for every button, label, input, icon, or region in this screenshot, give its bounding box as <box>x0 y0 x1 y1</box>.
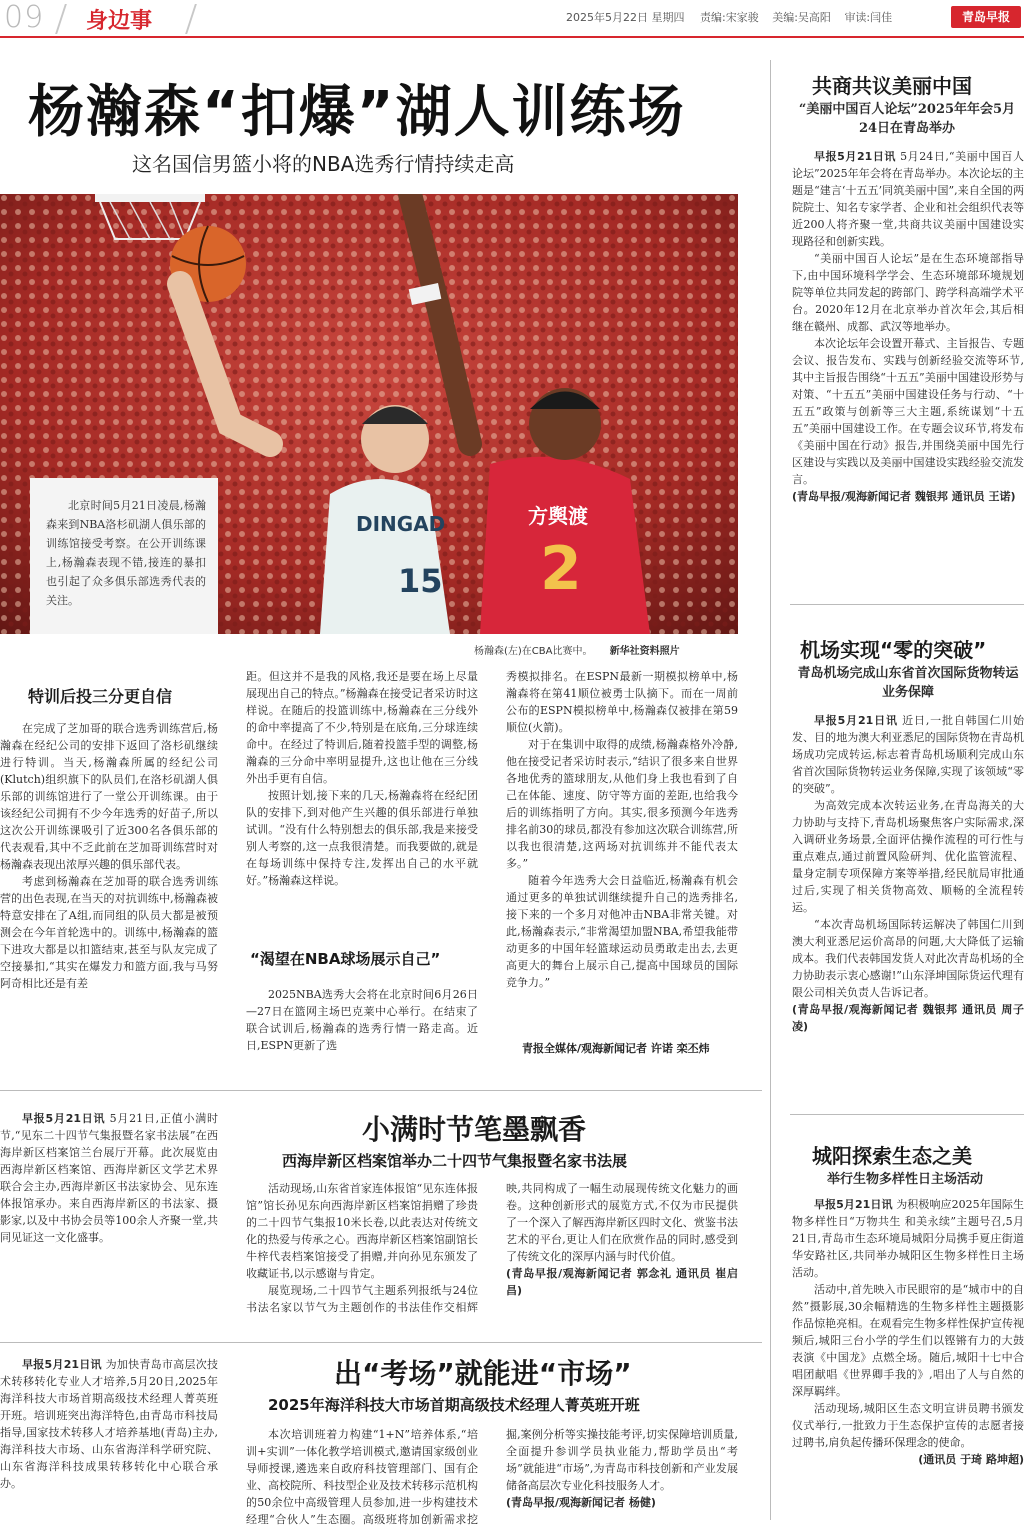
side1-bottom-rule <box>790 604 1024 605</box>
story3-para-1: 为加快青岛市高层次技术转移转化专业人才培养,5月20日,2025年海洋科技大市场首期高级技术经理人菁英班开班。培训班突出海洋特色,由青岛市科技局指导,国家技术转移人才培养基地(青岛)主办,海洋科技大市场、山东省海洋科学研究院、山东省海洋科技成果转移转化中心联合承办。 <box>0 1358 218 1490</box>
lead-col2-para-2: 按照计划,接下来的几天,杨瀚森将在经纪团队的安排下,到对他产生兴趣的俱乐部进行单独试训。“没有什么特别想去的俱乐部,我是来接受别人考察的,这一点我很清楚。而我要做的,就是在每场训练中保持专注,发挥出自己的水平就好。”杨瀚森这样说。 <box>246 789 478 887</box>
story2-credit: (青岛早报/观海新闻记者 郭念礼 通讯员 崔启昌) <box>506 1267 738 1297</box>
story2-kicker: 早报5月21日讯 <box>22 1112 106 1125</box>
story2-para-3: 展览现场,二十四节气主题系列报纸与24位书法名家以节气为主题创作的书法佳作交相辉映,共同构成了一幅生动展现传统文化魅力的画卷。这种创新形式的展览方式,不仅为市民提供了一个深入了解西海岸新区四时文化、赏鉴书法艺术的平台,更让人们在欣赏作品的同时,感受到了传统文化的深厚内涵与时代价值。 <box>246 1182 738 1314</box>
story2-subheadline: 西海岸新区档案馆举办二十四节气集报暨名家书法展 <box>282 1152 628 1170</box>
side2-kicker: 早报5月21日讯 <box>814 714 898 727</box>
side1-kicker: 早报5月21日讯 <box>814 150 897 163</box>
jersey-a-text: DINGAD <box>356 512 446 536</box>
lead-headline: 杨瀚森“扣爆”湖人训练场 <box>28 80 686 145</box>
side3-credit: (通讯员 于琦 路坤超) <box>918 1453 1024 1466</box>
editor: 责编:宋家骏 <box>700 11 759 24</box>
story3-column-1 <box>0 1356 218 1530</box>
side3-subheadline <box>792 1170 1018 1189</box>
lead-subhead-1: 特训后投三分更自信 <box>28 687 173 706</box>
issue-date: 2025年5月22日 星期四 <box>566 11 685 24</box>
section-name: 身边事 <box>86 9 153 34</box>
side1-subheadline <box>792 100 1022 138</box>
side3-subtitle-text: 举行生物多样性日主场活动 <box>826 1172 983 1187</box>
side3-para-1: 为积极响应2025年国际生物多样性日“万物共生 和美永续”主题号召,5月21日,青岛市生态环境局城阳分局携手夏庄街道华安路社区,共同举办城阳区生物多样性日主场活动。 <box>792 1198 1024 1279</box>
lead-col2-para-3: 2025NBA选秀大会将在北京时间6月26日—27日在篮网主场巴克莱中心举行。在结束了联合试训后,杨瀚森的选秀行情一路走高。近日,ESPN更新了选 <box>246 988 478 1052</box>
story2-top-rule <box>0 1090 762 1091</box>
designer: 美编:吴高阳 <box>772 11 831 24</box>
side1-headline: 共商共议美丽中国 <box>812 74 972 98</box>
side1-credit: (青岛早报/观海新闻记者 魏银邦 通讯员 王诺) <box>792 490 1016 503</box>
side2-para-3: “本次青岛机场国际转运解决了韩国仁川到澳大利亚悉尼运价高昂的问题,大大降低了运输成本。我们代表韩国发货人对此次青岛机场的全力协助表示衷心感谢!”山东泽坤国际货运代理有限公司相关负责人告诉记者。 <box>792 918 1024 999</box>
story2-headline: 小满时节笔墨飘香 <box>362 1113 587 1146</box>
side3-headline: 城阳探索生态之美 <box>812 1144 972 1168</box>
side2-para-2: 为高效完成本次转运业务,在青岛海关的大力协助与支持下,青岛机场聚焦客户实际需求,深入调研业务场景,全面评估操作流程的可行性与重点难点,通过前置风险研判、优化监管流程、量身定制专项保障方案等举措,经民航局审批通过后,实现了相关货物高效、顺畅的全流程转运。 <box>792 799 1024 914</box>
side2-bottom-rule <box>790 1114 1024 1115</box>
jersey-a-number: 15 <box>398 562 443 600</box>
lead-col1-para-1: 在完成了芝加哥的联合选秀训练营后,杨瀚森在经纪公司的安排下返回了洛杉矶继续进行特训。当天,杨瀚森所属的经纪公司(Klutch)组织旗下的队员们,在洛杉矶湖人俱乐部的训练馆进行了一堂公开训练课。由于该经纪公司拥有不少今年选秀的好苗子,所以这次公开训练课吸引了近300名各俱乐部的代表观看,其中不乏此前在芝加哥训练营时对杨瀚森表现出浓厚兴趣的俱乐部代表。 <box>0 722 218 871</box>
story2-para-1: 5月21日,正值小满时节,“见东二十四节气集报暨名家书法展”在西海岸新区档案馆兰台展厅开幕。此次展览由西海岸新区档案馆、西海岸新区文学艺术界联合会主办,西海岸新区书法家协会、见东连体报馆承办。来自西海岸新区的书法家、摄影家,以及中书协会员等100余人齐聚一堂,共同见证这一文化盛事。 <box>0 1112 218 1244</box>
lead-col1-para-2: 考虑到杨瀚森在芝加哥的联合选秀训练营的出色表现,在当天的对抗训练中,杨瀚森被特意安排在了A组,而同组的队员大都是被预测会在今年首轮选中的。训练中,杨瀚森的篮下进攻大都是以扣篮结束,甚至与队友完成了空接暴扣,“其实在爆发力和篮方面,我与马努阿奇相比还是有差 <box>0 875 218 990</box>
side1-para-1: 5月24日,“美丽中国百人论坛”2025年年会将在青岛举办。本次论坛的主题是“建言‘十五五’同筑美丽中国”,来自全国的两院院士、知名专家学者、企业和社会组织代表等近200人将齐聚一堂,共商共议美丽中国建设实现路径和创新实践。 <box>792 150 1024 248</box>
lead-col3-para-2: 对于在集训中取得的成绩,杨瀚森格外冷静,他在接受记者采访时表示,“结识了很多来自世界各地优秀的篮球朋友,从他们身上我也看到了自己在体能、速度、防守等方面的差距,也给我今后的训练指明了方向。其实,很多预测今年选秀排名前30的球员,都没有参加这次联合训练营,所以我也很清楚,这两场对抗训练并不能代表太多。” <box>506 738 738 870</box>
story3-subheadline: 2025年海洋科技大市场首期高级技术经理人菁英班开班 <box>268 1396 640 1414</box>
lead-subheadline: 这名国信男篮小将的NBA选秀行情持续走高 <box>132 152 515 176</box>
story2-column-1 <box>0 1110 218 1322</box>
side1-para-2: “美丽中国百人论坛”是在生态环境部指导下,由中国环境科学学会、生态环境部环境规划院等单位共同发起的跨部门、跨学科高端学术平台。2020年12月在北京举办首次年会,其后相继在赣州、成都、武汉等地举办。 <box>792 252 1024 333</box>
lead-col3-para-1: 秀模拟排名。在ESPN最新一期模拟榜单中,杨瀚森将在第41顺位被勇士队摘下。而在一周前公布的ESPN模拟榜单中,杨瀚森仅被排在第59顺位(火箭)。 <box>506 670 738 734</box>
photo-caption <box>474 642 680 657</box>
lead-photo <box>0 194 738 634</box>
side2-headline: 机场实现“零的突破” <box>800 638 987 662</box>
lead-subhead-2: “渴望在NBA球场展示自己” <box>250 950 441 968</box>
side2-credit: (青岛早报/观海新闻记者 魏银邦 通讯员 周子凌) <box>792 1003 1024 1033</box>
jersey-b-text: 方舆渡 <box>528 504 588 528</box>
story3-headline: 出“考场”就能进“市场” <box>334 1357 632 1390</box>
side1-subtitle-text: “美丽中国百人论坛”2025年年会5月24日在青岛举办 <box>798 102 1016 136</box>
lead-column-2-bottom <box>246 986 478 1058</box>
side2-para-1: 近日,一批自韩国仁川始发、目的地为澳大利亚悉尼的国际货物在青岛机场成功完成转运,标志着青岛机场顺利完成山东省首次国际货物转运业务保障,实现了该领域“零的突破”。 <box>792 714 1024 795</box>
story2-columns-rest <box>246 1180 738 1335</box>
side3-kicker: 早报5月21日讯 <box>814 1198 893 1211</box>
side3-body <box>792 1196 1024 1529</box>
header-meta <box>566 9 892 25</box>
side2-subtitle-text: 青岛机场完成山东省首次国际货物转运业务保障 <box>797 666 1019 700</box>
photo-caption-text: 杨瀚森(左)在CBA比赛中。 <box>474 646 593 657</box>
lead-column-3 <box>506 668 738 1038</box>
side1-body <box>792 148 1024 590</box>
story3-kicker: 早报5月21日讯 <box>22 1358 102 1371</box>
lead-column-1 <box>0 720 218 1060</box>
sidebar-divider <box>770 60 771 1520</box>
story2-para-2: 活动现场,山东省首家连体报馆“见东连体报馆”馆长孙见东向西海岸新区档案馆捐赠了珍贵的二十四节气集报10米长卷,以此表达对传统文化的热爱与传承之心。西海岸新区档案馆副馆长牛梓代表档案馆接受了捐赠,并向孙见东颁发了收藏证书,以示感谢与肯定。 <box>246 1182 478 1280</box>
side2-subheadline <box>792 664 1024 702</box>
brand-logo <box>951 6 1021 28</box>
lead-column-2 <box>246 668 478 933</box>
side1-para-3: 本次论坛年会设置开幕式、主旨报告、专题会议、报告发布、实践与创新经验交流等环节,其中主旨报告围绕“十五五”美丽中国建设形势与对策、“十五五”美丽中国建设任务与行动、“十五五”政策与创新等三大主题,系统谋划“十五五”美丽中国建设工作。在专题会议环节,将发布《美丽中国在行动》报告,并围绕美丽中国先行区建设与实践以及美丽中国建设实践经验交流发言。 <box>792 337 1024 486</box>
page-header <box>0 0 1024 40</box>
photo-credit: 新华社资料照片 <box>609 646 680 657</box>
side3-para-2: 活动中,首先映入市民眼帘的是“城市中的自然”摄影展,30余幅精选的生物多样性主题摄影作品惊艳亮相。在观看完生物多样性保护宣传视频后,城阳三台小学的学生们以铿锵有力的大鼓表演《中国龙》点燃全场。随后,城阳十七中合唱团献唱《世界卿手我的》,唱出了人与自然的深厚羁绊。 <box>792 1283 1024 1398</box>
page-number: 09 <box>4 0 45 35</box>
photo-caption-box <box>30 478 218 634</box>
side2-body <box>792 712 1024 1106</box>
lead-col2-para-1: 距。但这并不是我的风格,我还是要在场上尽量展现出自己的特点。”杨瀚森在接受记者采访时这样说。在随后的投篮训练中,杨瀚森在三分线外的命中率提高了不少,特别是在底角,三分球连续命中。在经过了特训后,随着投篮手型的调整,杨瀚森的三分命中率明显提升,这也让他在三分线外出手更有自信。 <box>246 670 478 785</box>
lead-col3-para-3: 随着今年选秀大会日益临近,杨瀚森有机会通过更多的单独试训继续提升自己的选秀排名,接下来的一个多月对他冲击NBA非常关键。对此,杨瀚森表示,“非常渴望加盟NBA,希望我能带动更多的中国年轻篮球运动员勇敢走出去,去更高更大的舞台上展示自己,提高中国球员的国际竞争力。” <box>506 874 738 989</box>
header-underline <box>0 36 1024 38</box>
header-slash-2 <box>185 4 197 34</box>
story3-para-2: 本次培训班着力构建“1+N”培养体系,“培训+实训”一体化教学培训模式,邀请国家级创业导师授课,遴选来自政府科技管理部门、国有企业、高校院所、科技型企业及技术转移示范机构的50余位中高级管理人员参加,进一步构建技术经理“合伙人”生态圈。高级班将加创新需求挖掘,案例分析等实操技能考评,切实保障培训质量,全面提升参训学员执业能力,帮助学员出“考场”就能进“市场”,为青岛市科技创新和产业发展储备高层次专业化科技服务人才。 <box>246 1428 738 1526</box>
story3-columns-rest <box>246 1426 738 1530</box>
photo-caption-box-text: 北京时间5月21日凌晨,杨瀚森来到NBA洛杉矶湖人俱乐部的训练馆接受考察。在公开训练课上,杨瀚森表现不错,接连的暴扣也引起了众多俱乐部选秀代表的关注。 <box>46 499 206 607</box>
header-slash-1 <box>55 4 67 34</box>
story2-bottom-rule <box>0 1342 762 1343</box>
side3-para-3: 活动现场,城阳区生态文明宣讲员聘书颁发仪式举行,一批致力于生态保护宣传的志愿者接过聘书,肩负起传播环保理念的使命。 <box>792 1402 1024 1449</box>
story3-credit: (青岛早报/观海新闻记者 杨健) <box>506 1496 656 1509</box>
proofreader: 审读:闫佳 <box>844 11 893 24</box>
lead-credit: 青报全媒体/观海新闻记者 许诺 栾丕炜 <box>522 1042 710 1055</box>
jersey-b-number: 2 <box>540 534 582 604</box>
brand-name: 青岛早报 <box>961 10 1010 24</box>
